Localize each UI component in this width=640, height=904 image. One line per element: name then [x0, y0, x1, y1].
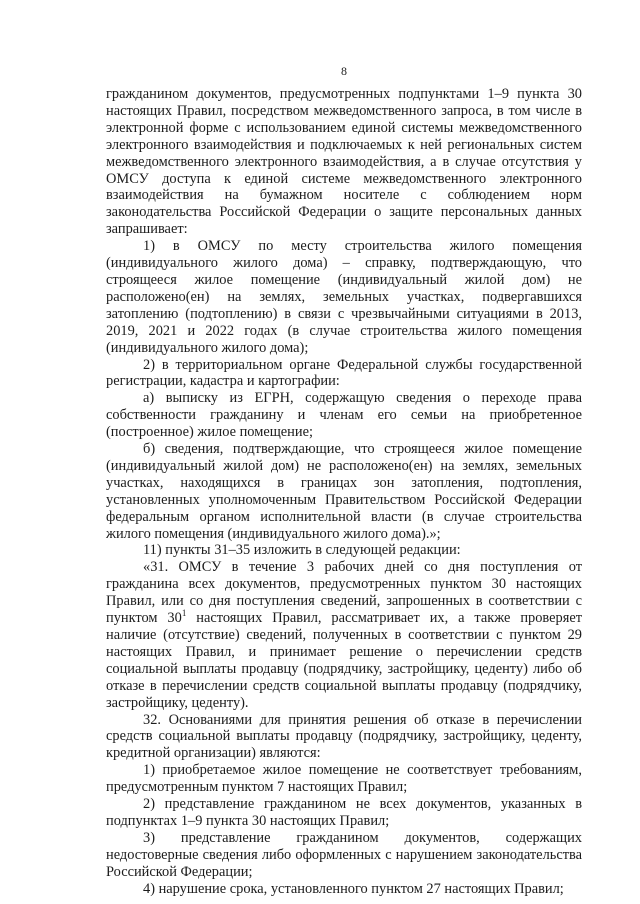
- paragraph-text: «31. ОМСУ в течение 3 рабочих дней со дня поступления от гражданина всех документов, предусмотренных пунктом 30 настоящих Правил, или со дня поступления сведений, запрошенных в соответствии с пунктом 30: [106, 559, 582, 627]
- paragraph: 2) в территориальном органе Федеральной службы государственной регистрации, кадастра и картографии:: [106, 356, 582, 390]
- paragraph: 2) представление гражданином не всех документов, указанных в подпунктах 1–9 пункта 30 настоящих Правил;: [106, 796, 582, 829]
- paragraph: 1) приобретаемое жилое помещение не соответствует требованиям, предусмотренным пунктом 7 настоящих Правил;: [106, 762, 582, 796]
- paragraph: 32. Основаниями для принятия решения об отказе в перечислении средств социальной выплаты продавцу (подрядчику, застройщику, цеденту, кредитной организации) являются:: [106, 711, 582, 762]
- paragraph: 4) нарушение срока, установленного пунктом 27 настоящих Правил;: [143, 880, 564, 897]
- paragraph: б) сведения, подтверждающие, что строящееся жилое помещение (индивидуальный жилой дом) не расположено(ен) на землях, земельных участках, находящихся в границах зон затопления, подтопления, установленных уполномоченным Правительством Российской Федерации федеральным органом исполнительной власти (в случае строительства жилого помещения (индивидуального жилого дома).»;: [106, 441, 582, 542]
- paragraph: а) выписку из ЕГРН, содержащую сведения о переходе права собственности гражданину и членам его семьи на приобретенное (построенное) жилое помещение;: [106, 390, 582, 441]
- paragraph: [106, 559, 582, 711]
- document-body: [106, 86, 582, 898]
- paragraph: 3) представление гражданином документов, содержащих недостоверные сведения либо оформленных с нарушением законодательства Российской Федерации;: [106, 829, 582, 880]
- page-number: 8: [341, 64, 347, 78]
- paragraph: 1) в ОМСУ по месту строительства жилого помещения (индивидуального жилого дома) – справку, подтверждающую, что строящееся жилое помещение (индивидуальный жилой дом) не расположено(ен) на землях, земельных участках, подвергавшихся затоплению (подтоплению) в связи с чрезвычайными ситуациями в 2013, 2019, 2021 и 2022 годах (в случае строительства жилого помещения (индивидуального жилого дома);: [106, 238, 582, 356]
- paragraph: гражданином документов, предусмотренных подпунктами 1–9 пункта 30 настоящих Правил, посредством межведомственного запроса, в том числе в электронной форме с использованием единой системы межведомственного электронного взаимодействия и подключаемых к ней региональных систем межведомственного электронного взаимодействия, а в случае отсутствия у ОМСУ доступа к единой системе межведомственного электронного взаимодействия на бумажном носителе с соблюдением норм законодательства Российской Федерации о защите персональных данных запрашивает:: [106, 86, 582, 238]
- paragraph-text: настоящих Правил, рассматривает их, а также проверяет наличие (отсутствие) сведений, полученных в соответствии с пунктом 29 настоящих Правил, и принимает решение о перечислении средств социальной выплаты продавцу (подрядчику, застройщику, цеденту) либо об отказе в перечислении средств социальной выплаты продавцу (подрядчику, застройщику, цеденту).: [106, 610, 582, 711]
- superscript: 1: [181, 608, 187, 619]
- paragraph: 11) пункты 31–35 изложить в следующей редакции:: [143, 542, 461, 559]
